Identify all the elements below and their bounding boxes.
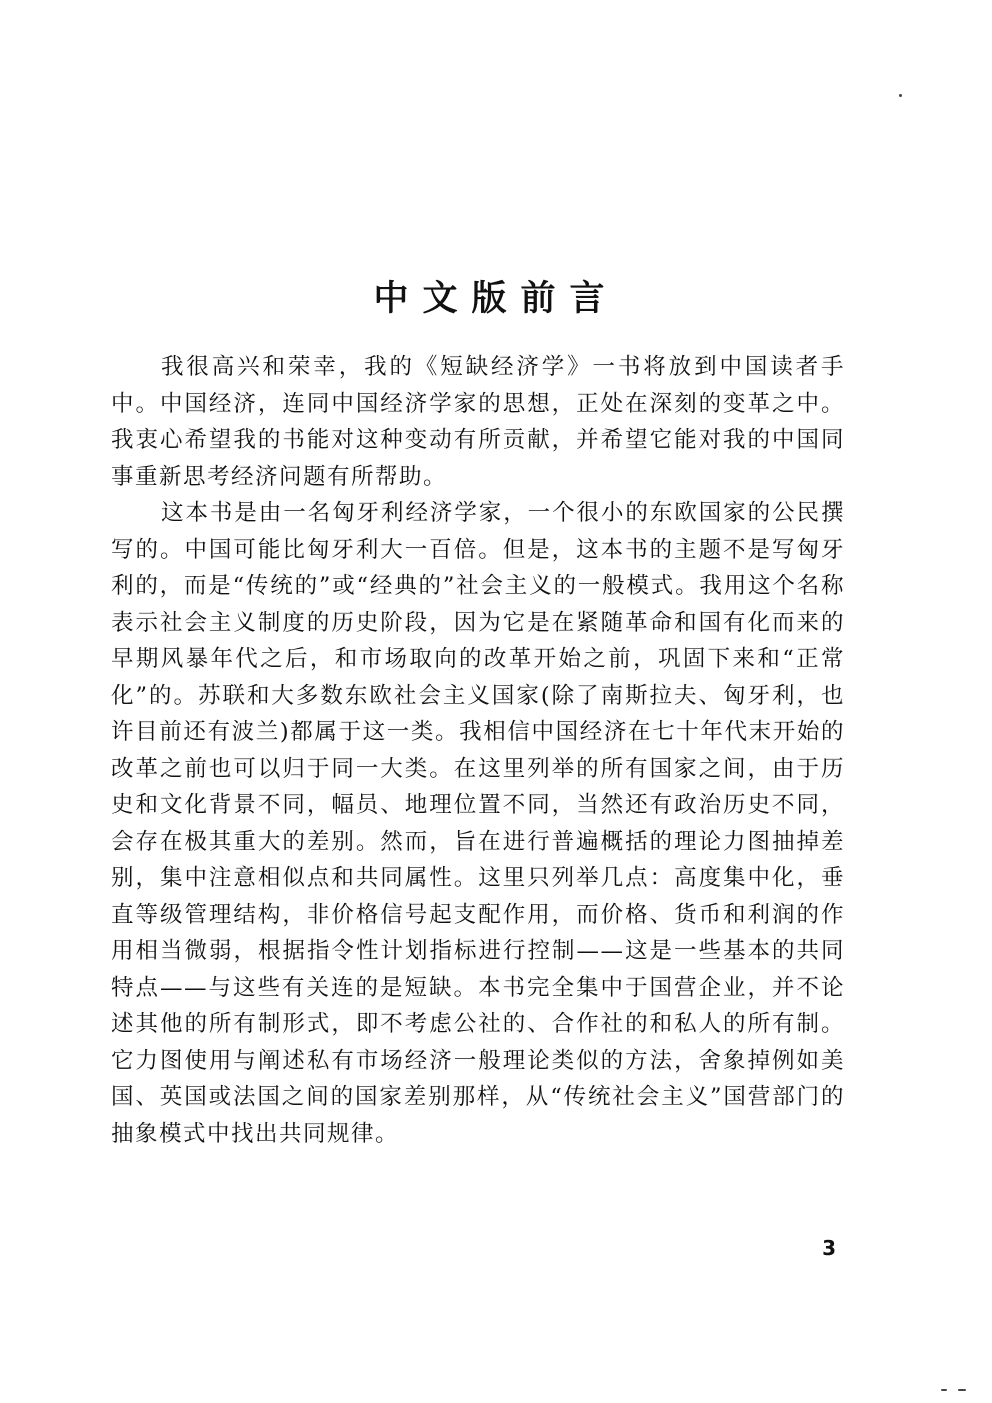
page-number: 3: [822, 1236, 836, 1260]
scan-speck: [941, 1389, 947, 1391]
paragraph-1: 我很高兴和荣幸，我的《短缺经济学》一书将放到中国读者手中。中国经济，连同中国经济学家的思想，正处在深刻的变革之中。我衷心希望我的书能对这种变动有所贡献，并希望它能对我的中国同事重新思考经济问题有所帮助。: [111, 354, 845, 490]
paragraph-2: 这本书是由一名匈牙利经济学家，一个很小的东欧国家的公民撰写的。中国可能比匈牙利大一百倍。但是，这本书的主题不是写匈牙利的，而是“传统的”或“经典的”社会主义的一般模式。我用这个名称表示社会主义制度的历史阶段，因为它是在紧随革命和国有化而来的早期风暴年代之后，和市场取向的改革开始之前，巩固下来和“正常化”的。苏联和大多数东欧社会主义国家(除了南斯拉夫、匈牙利，也许目前还有波兰)都属于这一类。我相信中国经济在七十年代末开始的改革之前也可以归于同一大类。在这里列举的所有国家之间，由于历史和文化背景不同，幅员、地理位置不同，当然还有政治历史不同，会存在极其重大的差别。然而，旨在进行普遍概括的理论力图抽掉差别，集中注意相似点和共同属性。这里只列举几点：高度集中化，垂直等级管理结构，非价格信号起支配作用，而价格、货币和利润的作用相当微弱，根据指令性计划指标进行控制——这是一些基本的共同特点——与这些有关连的是短缺。本书完全集中于国营企业，并不论述其他的所有制形式，即不考虑公社的、合作社的和私人的所有制。它力图使用与阐述私有市场经济一般理论类似的方法，舍象掉例如美国、英国或法国之间的国家差别那样，从“传统社会主义”国营部门的抽象模式中找出共同规律。: [111, 500, 845, 1147]
scan-speck: [899, 94, 902, 97]
preface-body: [111, 349, 845, 1152]
page-title: 中文版前言: [373, 279, 619, 320]
scan-speck: [958, 1389, 966, 1391]
